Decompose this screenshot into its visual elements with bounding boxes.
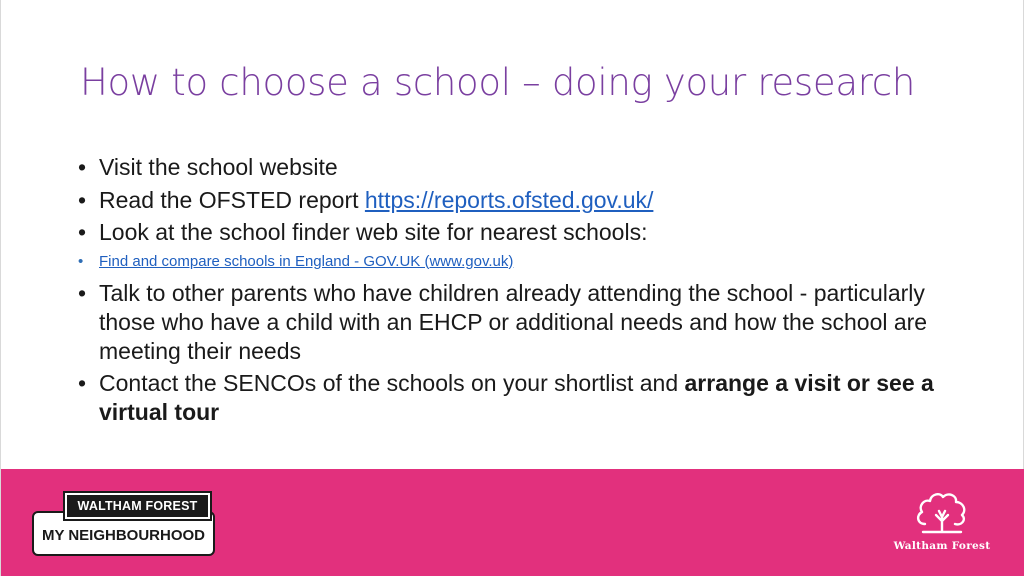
waltham-forest-brand — [885, 491, 999, 555]
logo-bottom-text: MY NEIGHBOURHOOD — [32, 511, 215, 556]
slide-title: How to choose a school – doing your research — [80, 61, 915, 104]
bullet-list — [77, 153, 977, 431]
logo-top-text: WALTHAM FOREST — [65, 493, 210, 519]
bullet-bold-text: arrange a visit or see a virtual tour — [99, 370, 934, 425]
bullet-dot: • — [78, 252, 84, 270]
bullet-text: Look at the school finder web site for nearest schools: — [99, 219, 648, 245]
bullet-dot: • — [78, 279, 87, 306]
bullet-dot: • — [78, 186, 87, 213]
ofsted-link[interactable]: https://reports.ofsted.gov.uk/ — [364, 186, 654, 213]
tree-icon — [915, 491, 969, 537]
bullet-text: Talk to other parents who have children already attending the school - particularly those who have a child with an EHCP or additional needs and how the school are meeting their needs — [99, 279, 928, 364]
bullet-text: Read the OFSTED report — [99, 186, 365, 213]
bullet-text: Contact the SENCOs of the schools on your shortlist and — [99, 370, 685, 396]
bullet-ofsted — [77, 186, 977, 215]
bullet-dot: • — [78, 370, 87, 396]
bullet-contact-sencos — [77, 369, 977, 427]
bullet-text: Visit the school website — [99, 154, 338, 180]
bullet-talk-to-parents — [77, 279, 977, 366]
bullet-compare-schools — [77, 251, 977, 273]
compare-schools-link[interactable]: Find and compare schools in England - GOV.UK (www.gov.uk) — [99, 252, 514, 270]
bullet-visit-website — [77, 153, 977, 182]
brand-name: Waltham Forest — [893, 540, 991, 552]
bullet-dot: • — [78, 219, 87, 245]
bullet-school-finder — [77, 218, 977, 247]
bullet-dot: • — [78, 154, 87, 180]
my-neighbourhood-logo — [32, 493, 215, 556]
